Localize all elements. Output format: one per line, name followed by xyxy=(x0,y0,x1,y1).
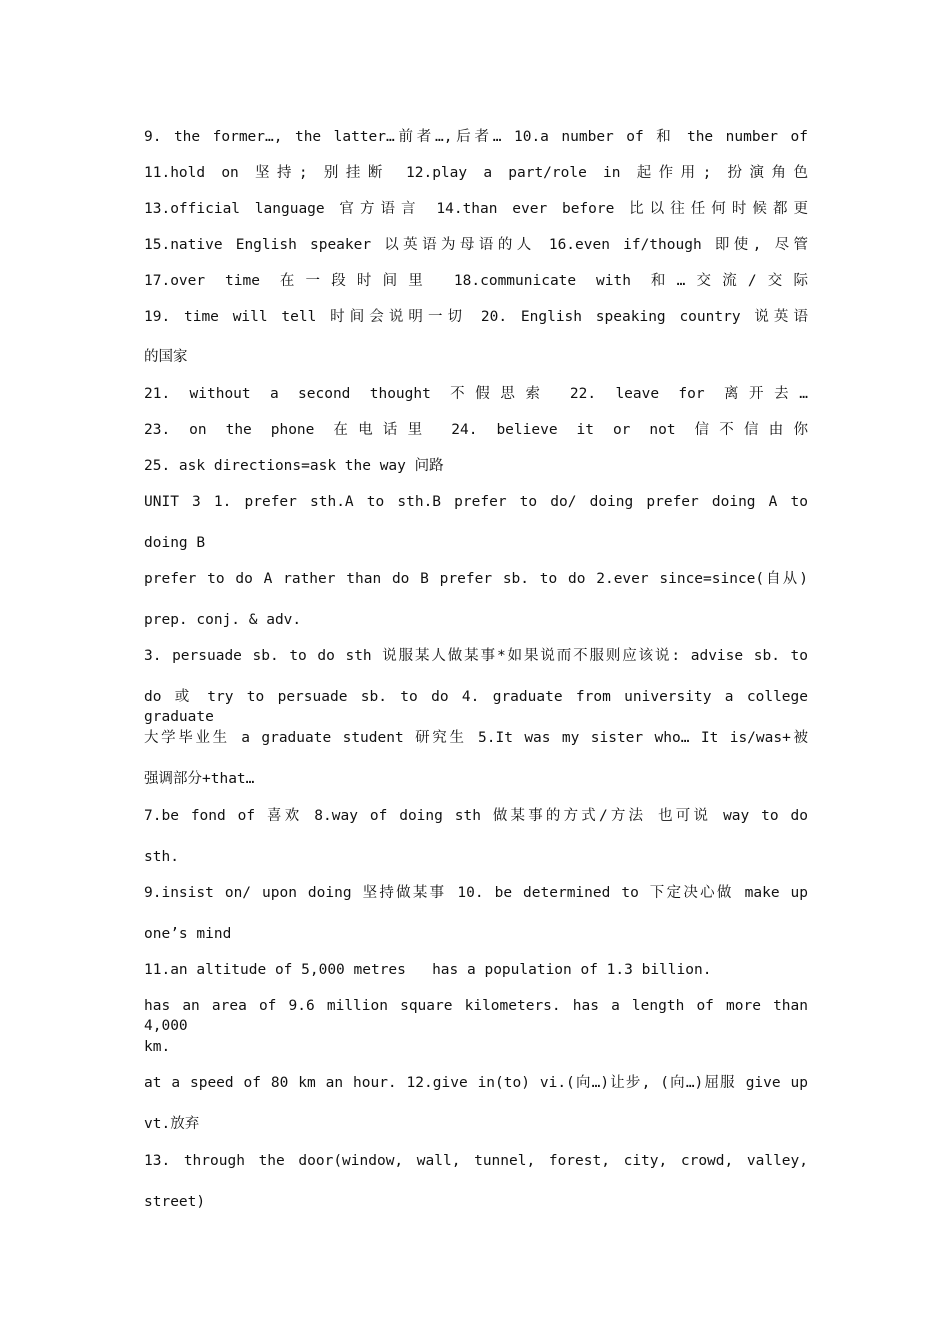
text-line: prefer to do A rather than do B prefer sb. to do 2.ever since=since(自从) xyxy=(144,571,808,587)
text-line: 7.be fond of 喜欢 8.way of doing sth 做某事的方式/方法 也可说 way to do xyxy=(144,808,808,824)
text-line: 25. ask directions=ask the way 问路 xyxy=(144,458,444,474)
text-line: 19. time will tell 时间会说明一切 20. English speaking country 说英语 xyxy=(144,309,808,325)
text-line: 11.hold on 坚持; 别挂断 12.play a part/role in 起作用; 扮演角色 xyxy=(144,165,808,181)
text-line: 13. through the door(window, wall, tunnel, forest, city, crowd, valley, xyxy=(144,1153,808,1169)
text-line: has an area of 9.6 million square kilometers. has a length of more than 4,000 xyxy=(144,998,808,1034)
text-line: at a speed of 80 km an hour. 12.give in(to) vi.(向…)让步, (向…)屈服 give up xyxy=(144,1075,808,1091)
text-line: vt.放弃 xyxy=(144,1116,200,1132)
text-line: 23. on the phone 在电话里 24. believe it or not 信不信由你 xyxy=(144,422,808,438)
text-line: 9.insist on/ upon doing 坚持做某事 10. be determined to 下定决心做 make up xyxy=(144,885,808,901)
text-line: 9. the former…, the latter…前者…,后者… 10.a number of 和 the number of xyxy=(144,129,808,145)
text-line: prep. conj. & adv. xyxy=(144,612,302,628)
text-line: 的国家 xyxy=(144,349,188,365)
text-line: 13.official language 官方语言 14.than ever before 比以往任何时候都更 xyxy=(144,201,808,217)
text-line: 17.over time 在一段时间里 18.communicate with 和…交流/交际 xyxy=(144,273,808,289)
text-line: do 或 try to persuade sb. to do 4. graduate from university a college graduate xyxy=(144,689,808,725)
text-line: 大学毕业生 a graduate student 研究生 5.It was my sister who… It is/was+被 xyxy=(144,730,808,746)
text-line: UNIT 3 1. prefer sth.A to sth.B prefer to do/ doing prefer doing A to xyxy=(144,494,808,510)
text-line: km. xyxy=(144,1039,171,1055)
text-line: street) xyxy=(144,1194,206,1210)
text-line: 3. persuade sb. to do sth 说服某人做某事*如果说而不服则应该说: advise sb. to xyxy=(144,648,808,664)
text-line: 强调部分+that… xyxy=(144,771,255,787)
text-line: doing B xyxy=(144,535,206,551)
text-line: sth. xyxy=(144,849,179,865)
text-line: one’s mind xyxy=(144,926,232,942)
text-line: 15.native English speaker 以英语为母语的人 16.even if/though 即使, 尽管 xyxy=(144,237,808,253)
text-line: 21. without a second thought 不假思索 22. leave for 离开去… xyxy=(144,386,808,402)
text-line: 11.an altitude of 5,000 metres has a population of 1.3 billion. xyxy=(144,962,712,978)
